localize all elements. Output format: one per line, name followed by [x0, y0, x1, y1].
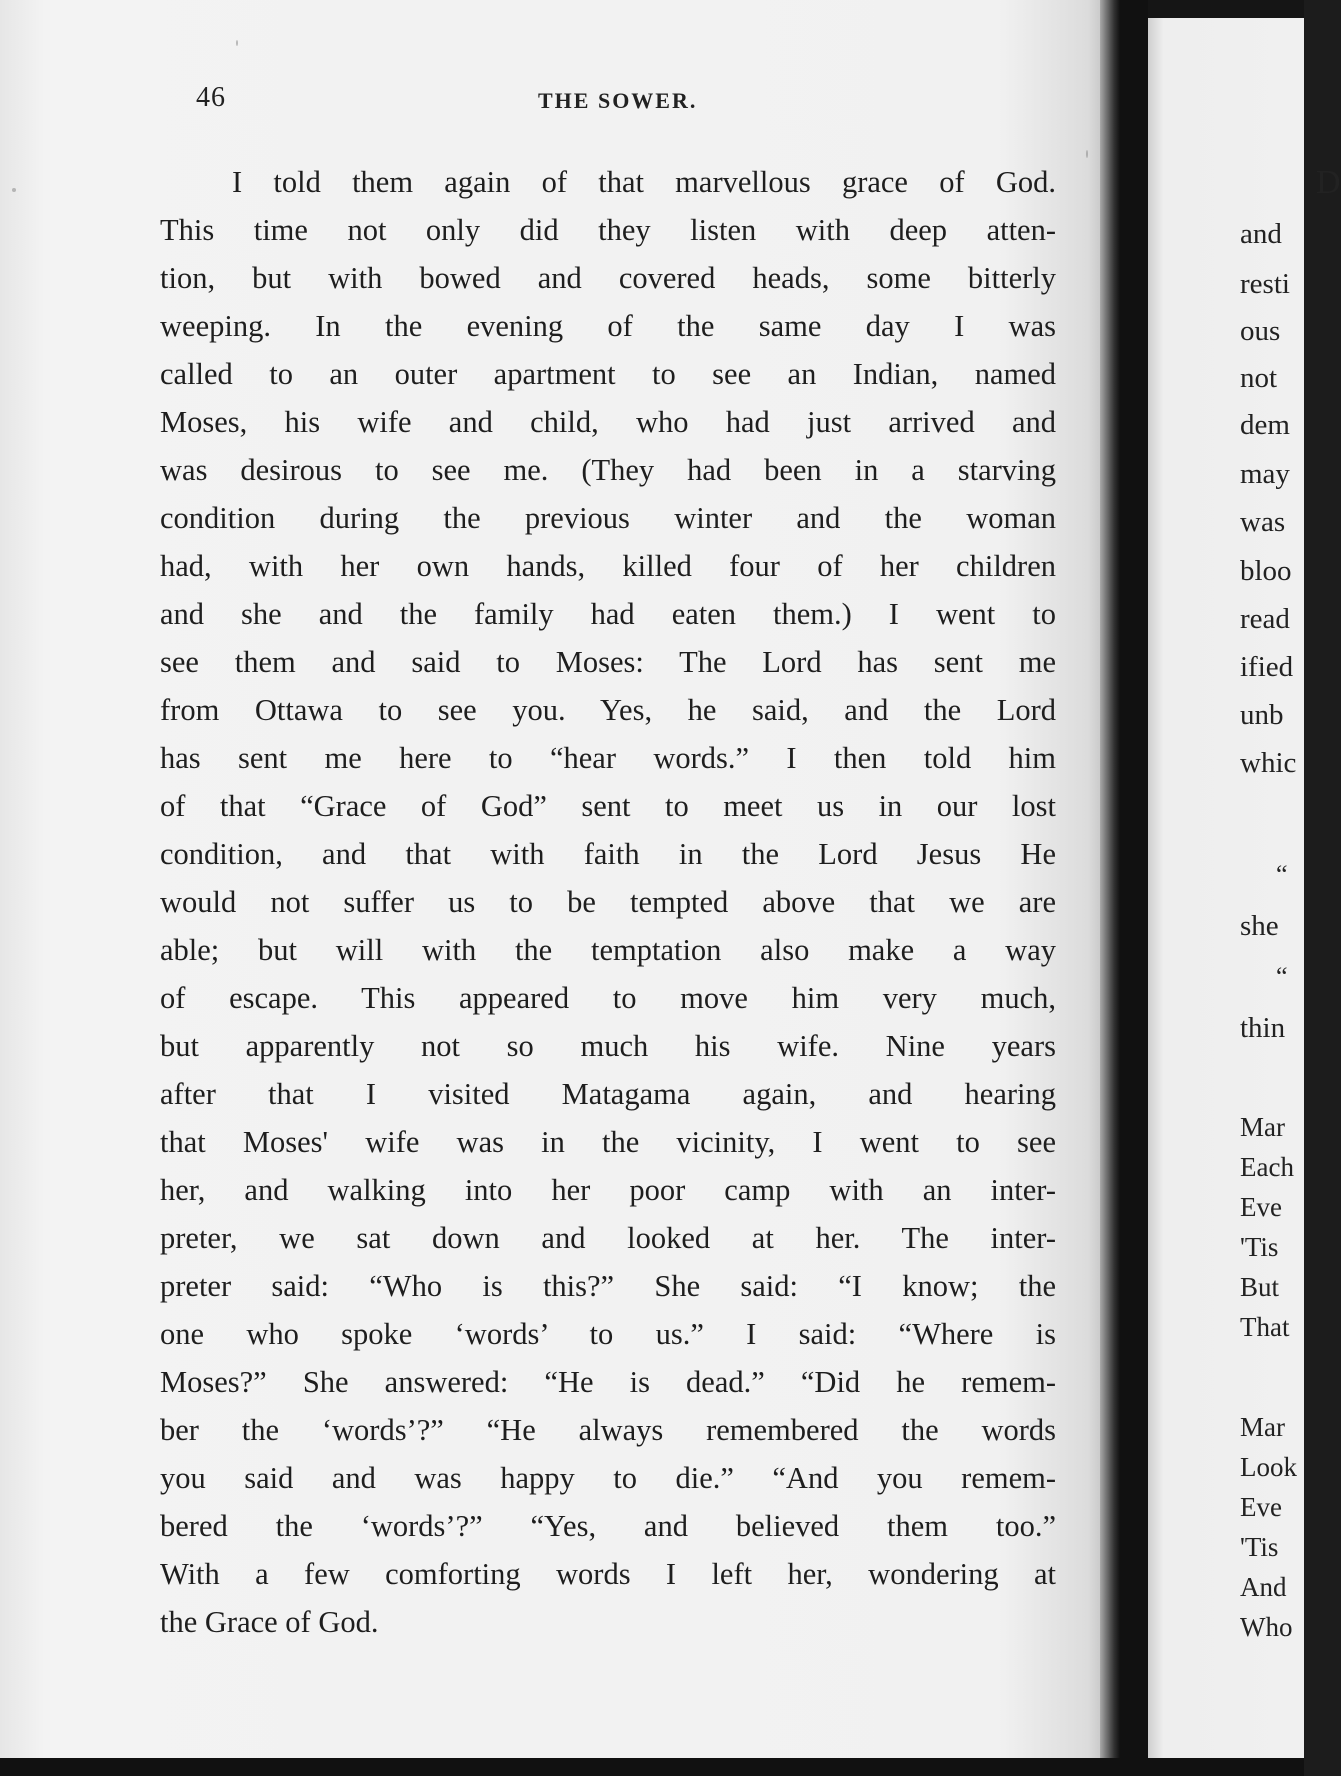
- bottom-scan-border: [0, 1758, 1304, 1776]
- verse-fragment: 'Tis: [1240, 1532, 1279, 1562]
- text-fragment: unb: [1240, 699, 1284, 731]
- text-line: Moses, his wife and child, who had just arrived and: [160, 405, 1056, 439]
- verse-fragment: Mar: [1240, 1112, 1285, 1142]
- text-line: condition, and that with faith in the Lord Jesus He: [160, 837, 1056, 871]
- verse-fragment: Each: [1240, 1152, 1294, 1182]
- verse-fragment: Mar: [1240, 1412, 1285, 1442]
- text-fragment: not: [1240, 362, 1278, 394]
- dust-speck: [236, 40, 238, 46]
- text-line: called to an outer apartment to see an Indian, named: [160, 357, 1056, 391]
- text-line: able; but will with the temptation also make a way: [160, 933, 1056, 967]
- text-line: from Ottawa to see you. Yes, he said, and the Lord: [160, 693, 1056, 727]
- text-line: the Grace of God.: [160, 1605, 379, 1639]
- text-line: one who spoke ‘words’ to us.” I said: “Where is: [160, 1317, 1056, 1351]
- body-paragraph: [160, 158, 1056, 1646]
- text-line: had, with her own hands, killed four of her children: [160, 549, 1056, 583]
- text-line: This time not only did they listen with deep atten-: [160, 213, 1056, 247]
- verse-fragment: Eve: [1240, 1492, 1282, 1522]
- text-line: tion, but with bowed and covered heads, some bitterly: [160, 261, 1056, 295]
- verse-fragment: Who: [1240, 1612, 1293, 1642]
- text-fragment: may: [1240, 458, 1290, 490]
- text-line: but apparently not so much his wife. Nine years: [160, 1029, 1056, 1063]
- text-line: of that “Grace of God” sent to meet us in our lost: [160, 789, 1056, 823]
- dust-speck: [1086, 150, 1088, 158]
- text-fragment: she: [1240, 910, 1279, 942]
- text-fragment: and: [1240, 218, 1282, 250]
- verse-fragment: Look: [1240, 1452, 1297, 1482]
- text-fragment: was: [1240, 506, 1286, 538]
- text-fragment: ous: [1240, 315, 1281, 347]
- text-line: see them and said to Moses: The Lord has sent me: [160, 645, 1056, 679]
- text-line: has sent me here to “hear words.” I then told him: [160, 741, 1056, 775]
- right-page-cropped-text: [1240, 0, 1341, 1776]
- verse-fragment: And: [1240, 1572, 1287, 1602]
- dust-speck: [12, 188, 16, 192]
- quote-mark: “: [1276, 860, 1288, 889]
- text-fragment: read: [1240, 603, 1290, 635]
- text-line: bered the ‘words’?” “Yes, and believed them too.”: [160, 1509, 1056, 1543]
- verse-fragment: That: [1240, 1312, 1290, 1342]
- page-number: 46: [196, 82, 226, 113]
- text-line: would not suffer us to be tempted above that we are: [160, 885, 1056, 919]
- text-line: of escape. This appeared to move him very much,: [160, 981, 1056, 1015]
- text-fragment: dem: [1240, 409, 1290, 441]
- text-line: preter, we sat down and looked at her. The inter-: [160, 1221, 1056, 1255]
- text-fragment: whic: [1240, 747, 1297, 779]
- text-line: ber the ‘words’?” “He always remembered the words: [160, 1413, 1056, 1447]
- text-line: condition during the previous winter and the woman: [160, 501, 1056, 535]
- text-line: after that I visited Matagama again, and hearing: [160, 1077, 1056, 1111]
- text-line: you said and was happy to die.” “And you remem-: [160, 1461, 1056, 1495]
- drop-letter: D: [1316, 164, 1341, 201]
- text-line: and she and the family had eaten them.) I went to: [160, 597, 1056, 631]
- text-line: preter said: “Who is this?” She said: “I know; the: [160, 1269, 1056, 1303]
- book-gutter: [1120, 0, 1148, 1776]
- quote-mark: “: [1276, 962, 1288, 991]
- text-fragment: thin: [1240, 1012, 1286, 1044]
- text-fragment: ified: [1240, 651, 1294, 683]
- text-line: weeping. In the evening of the same day I was: [160, 309, 1056, 343]
- text-line: was desirous to see me. (They had been in a starving: [160, 453, 1056, 487]
- verse-fragment: Eve: [1240, 1192, 1282, 1222]
- text-line: Moses?” She answered: “He is dead.” “Did he remem-: [160, 1365, 1056, 1399]
- verse-fragment: 'Tis: [1240, 1232, 1279, 1262]
- page-edge-shadow: [1100, 0, 1120, 1776]
- text-fragment: resti: [1240, 268, 1290, 300]
- text-line: her, and walking into her poor camp with an inter-: [160, 1173, 1056, 1207]
- text-fragment: bloo: [1240, 555, 1292, 587]
- text-line: that Moses' wife was in the vicinity, I went to see: [160, 1125, 1056, 1159]
- running-title: THE SOWER.: [538, 88, 698, 113]
- verse-fragment: But: [1240, 1272, 1280, 1302]
- text-line: With a few comforting words I left her, wondering at: [160, 1557, 1056, 1591]
- text-line: I told them again of that marvellous grace of God.: [232, 165, 1056, 199]
